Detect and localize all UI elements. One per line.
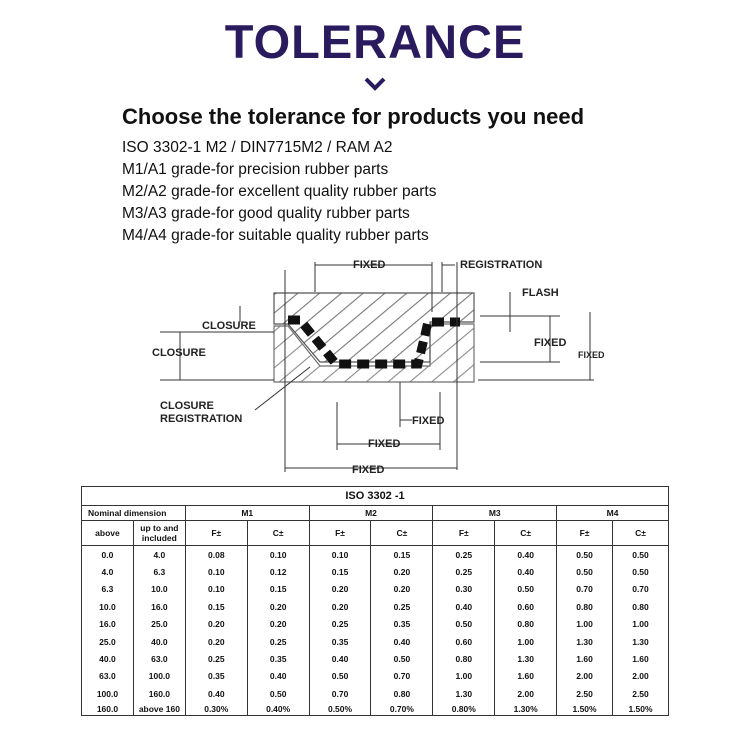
col-f-header: F± [185, 521, 247, 546]
grade-m2-header: M2 [309, 506, 433, 521]
table-row [82, 616, 669, 633]
cell-value: 0.15 [247, 581, 309, 598]
label-fixed-small: FIXED [412, 415, 445, 427]
cell-value: 0.20 [371, 563, 433, 580]
cell-upto: 100.0 [133, 668, 185, 685]
cell-value: 0.25 [185, 650, 247, 667]
cell-value: 0.70% [371, 703, 433, 716]
grade-m4-header: M4 [557, 506, 669, 521]
cell-value: 2.00 [495, 685, 557, 702]
cell-value: 1.50% [557, 703, 613, 716]
section-heading: Choose the tolerance for products you need [122, 104, 585, 129]
cell-value: 0.40 [247, 668, 309, 685]
cell-upto: above 160 [133, 703, 185, 716]
grade-m1-header: M1 [185, 506, 309, 521]
cell-value: 1.30% [495, 703, 557, 716]
cell-above: 6.3 [82, 581, 134, 598]
cell-value: 0.70 [371, 668, 433, 685]
cell-upto: 25.0 [133, 616, 185, 633]
cell-value: 1.60 [557, 650, 613, 667]
label-flash: FLASH [522, 287, 559, 299]
cell-value: 0.25 [247, 633, 309, 650]
cell-value: 0.20 [309, 598, 371, 615]
cell-value: 0.10 [247, 546, 309, 564]
cell-value: 0.50 [433, 616, 495, 633]
cell-value: 1.00 [612, 616, 668, 633]
chevron-down-icon [363, 76, 387, 92]
label-fixed-right: FIXED [534, 337, 567, 349]
cell-upto: 16.0 [133, 598, 185, 615]
cell-value: 0.10 [185, 581, 247, 598]
label-fixed-mid: FIXED [368, 438, 401, 450]
col-c-header: C± [247, 521, 309, 546]
cell-value: 1.00 [557, 616, 613, 633]
cell-value: 0.40 [495, 563, 557, 580]
cell-above: 16.0 [82, 616, 134, 633]
cell-value: 0.60 [433, 633, 495, 650]
cell-value: 0.12 [247, 563, 309, 580]
cell-value: 0.80% [433, 703, 495, 716]
col-c-header: C± [371, 521, 433, 546]
label-fixed-far-right: FIXED [578, 350, 605, 360]
col-c-header: C± [612, 521, 668, 546]
table-row [82, 685, 669, 702]
grade-line: M4/A4 grade-for suitable quality rubber parts [122, 227, 429, 244]
cell-value: 0.50 [371, 650, 433, 667]
cell-value: 0.50% [309, 703, 371, 716]
cell-value: 1.30 [557, 633, 613, 650]
cell-value: 0.15 [185, 598, 247, 615]
cell-value: 0.35 [309, 633, 371, 650]
cell-value: 0.30% [185, 703, 247, 716]
cell-value: 0.50 [495, 581, 557, 598]
cell-value: 0.40 [185, 685, 247, 702]
cell-value: 0.80 [557, 598, 613, 615]
cell-value: 1.00 [433, 668, 495, 685]
cell-value: 0.80 [371, 685, 433, 702]
table-row [82, 668, 669, 685]
cell-value: 0.50 [247, 685, 309, 702]
cell-value: 0.35 [247, 650, 309, 667]
cell-value: 0.70 [309, 685, 371, 702]
cell-value: 0.20 [185, 633, 247, 650]
cell-value: 1.30 [612, 633, 668, 650]
nominal-dimension-header: Nominal dimension [82, 506, 186, 521]
cell-value: 1.00 [495, 633, 557, 650]
label-registration: REGISTRATION [460, 259, 543, 271]
grade-m3-header: M3 [433, 506, 557, 521]
cell-upto: 6.3 [133, 563, 185, 580]
col-f-header: F± [433, 521, 495, 546]
cell-upto: 4.0 [133, 546, 185, 564]
cell-value: 2.00 [612, 668, 668, 685]
col-c-header: C± [495, 521, 557, 546]
cell-value: 1.30 [495, 650, 557, 667]
cell-value: 0.10 [309, 546, 371, 564]
col-f-header: F± [309, 521, 371, 546]
cell-value: 0.40 [433, 598, 495, 615]
label-closure-left: CLOSURE [152, 347, 206, 359]
cell-value: 0.25 [433, 546, 495, 564]
grade-line: M1/A1 grade-for precision rubber parts [122, 161, 389, 178]
cell-above: 10.0 [82, 598, 134, 615]
cell-value: 0.35 [371, 616, 433, 633]
cell-value: 0.50 [557, 546, 613, 564]
cell-value: 0.25 [433, 563, 495, 580]
label-closure-top: CLOSURE [202, 320, 256, 332]
cell-value: 0.70 [557, 581, 613, 598]
cell-value: 0.60 [495, 598, 557, 615]
cell-above: 63.0 [82, 668, 134, 685]
cell-above: 25.0 [82, 633, 134, 650]
cell-value: 0.40 [495, 546, 557, 564]
cell-upto: 40.0 [133, 633, 185, 650]
table-row [82, 546, 669, 564]
cell-value: 0.50 [612, 546, 668, 564]
cell-value: 0.25 [309, 616, 371, 633]
cell-value: 0.80 [433, 650, 495, 667]
cell-value: 0.40 [309, 650, 371, 667]
table-row [82, 703, 669, 716]
cell-upto: 63.0 [133, 650, 185, 667]
cell-upto: 160.0 [133, 685, 185, 702]
cell-value: 0.50 [612, 563, 668, 580]
cell-value: 2.50 [612, 685, 668, 702]
col-above-header: above [82, 521, 134, 546]
cell-value: 2.50 [557, 685, 613, 702]
cell-value: 0.80 [495, 616, 557, 633]
cell-value: 0.15 [309, 563, 371, 580]
label-closure-registration-2: REGISTRATION [160, 413, 243, 425]
table-row [82, 563, 669, 580]
cell-above: 4.0 [82, 563, 134, 580]
cell-above: 0.0 [82, 546, 134, 564]
table-body [82, 546, 669, 716]
tolerance-table [81, 486, 669, 716]
cell-value: 0.50 [309, 668, 371, 685]
page-title: TOLERANCE [224, 15, 526, 68]
cell-value: 0.20 [309, 581, 371, 598]
cell-value: 2.00 [557, 668, 613, 685]
cell-value: 0.50 [557, 563, 613, 580]
cell-value: 1.60 [495, 668, 557, 685]
cell-value: 0.30 [433, 581, 495, 598]
cell-value: 0.25 [371, 598, 433, 615]
cell-value: 0.20 [247, 616, 309, 633]
cell-upto: 10.0 [133, 581, 185, 598]
cell-value: 0.80 [612, 598, 668, 615]
cell-value: 0.20 [185, 616, 247, 633]
label-fixed-top: FIXED [353, 259, 386, 271]
cell-value: 1.50% [612, 703, 668, 716]
mold-tolerance-diagram [150, 252, 610, 484]
cell-above: 160.0 [82, 703, 134, 716]
cell-value: 0.40 [371, 633, 433, 650]
grade-line: M2/A2 grade-for excellent quality rubber parts [122, 183, 437, 200]
col-f-header: F± [557, 521, 613, 546]
cell-value: 0.10 [185, 563, 247, 580]
cell-value: 0.20 [371, 581, 433, 598]
cell-value: 0.15 [371, 546, 433, 564]
table-row [82, 650, 669, 667]
cell-value: 0.08 [185, 546, 247, 564]
cell-value: 0.20 [247, 598, 309, 615]
cell-value: 0.70 [612, 581, 668, 598]
cell-value: 0.35 [185, 668, 247, 685]
table-row [82, 581, 669, 598]
cell-above: 100.0 [82, 685, 134, 702]
col-upto-header: up to and included [133, 521, 185, 546]
label-fixed-bottom: FIXED [352, 464, 385, 476]
table-row [82, 598, 669, 615]
grade-line: M3/A3 grade-for good quality rubber parts [122, 205, 410, 222]
label-closure-registration-1: CLOSURE [160, 400, 214, 412]
cell-value: 1.60 [612, 650, 668, 667]
cell-value: 1.30 [433, 685, 495, 702]
cell-value: 0.40% [247, 703, 309, 716]
grade-line: ISO 3302-1 M2 / DIN7715M2 / RAM A2 [122, 139, 393, 156]
table-title: ISO 3302 -1 [82, 487, 669, 506]
grade-list [122, 137, 436, 247]
table-row [82, 633, 669, 650]
cell-above: 40.0 [82, 650, 134, 667]
